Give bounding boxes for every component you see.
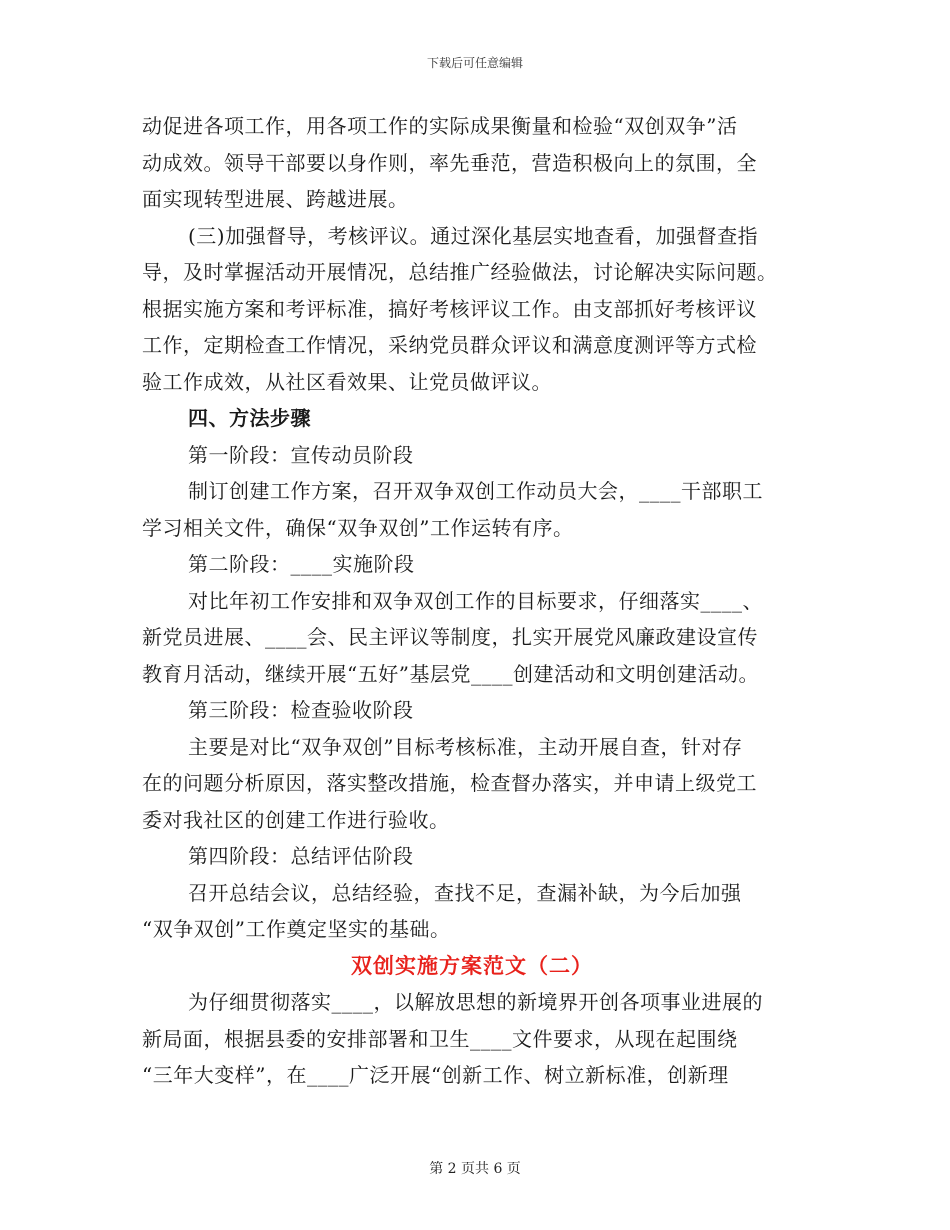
body-line: 为仔细贯彻落实____，以解放思想的新境界开创各项事业进展的 (188, 990, 763, 1014)
body-line: 新党员进展、____会、民主评议等制度，扎实开展党风廉政建设宣传 (142, 625, 758, 649)
body-line: 学习相关文件，确保“双争双创”工作运转有序。 (142, 515, 574, 540)
body-line: 工作，定期检查工作情况，采纳党员群众评议和满意度测评等方式检 (142, 333, 757, 357)
body-line: 新局面，根据县委的安排部署和卫生____文件要求，从现在起围绕 (142, 1026, 738, 1051)
body-line: 动成效。领导干部要以身作则，率先垂范，营造积极向上的氛围，全 (142, 150, 757, 175)
body-line: 委对我社区的创建工作进行验收。 (142, 807, 450, 832)
body-line: 动促进各项工作，用各项工作的实际成果衡量和检验“双创双争”活 (142, 114, 738, 138)
body-line: 根据实施方案和考评标准，搞好考核评议工作。由支部抓好考核评议 (142, 296, 757, 321)
stage-heading: 第四阶段：总结评估阶段 (188, 844, 414, 868)
body-line: 教育月活动，继续开展“五好”基层党____创建活动和文明创建活动。 (142, 661, 759, 686)
stage-heading: 第二阶段：____实施阶段 (188, 552, 415, 576)
body-line: 召开总结会议，总结经验，查找不足，查漏补缺，为今后加强 (188, 880, 742, 905)
document-body (142, 108, 802, 1094)
body-line: 验工作成效，从社区看效果、让党员做评议。 (142, 369, 552, 394)
body-line: (三)加强督导，考核评议。通过深化基层实地查看，加强督查指 (188, 223, 759, 248)
body-line: 在的问题分析原因，落实整改措施，检查督办落实，并申请上级党工 (142, 771, 757, 795)
body-line: 导，及时掌握活动开展情况，总结推广经验做法，讨论解决实际问题。 (142, 260, 778, 284)
body-line: 对比年初工作安排和双争双创工作的目标要求，仔细落实____、 (188, 588, 763, 613)
page-footer: 第 2 页共 6 页 (429, 1161, 521, 1177)
page-header: 下载后可任意编辑 (426, 56, 523, 70)
body-line: “双争双创”工作奠定坚实的基础。 (142, 917, 451, 941)
body-line: 面实现转型进展、跨越进展。 (142, 187, 409, 211)
stage-heading: 第一阶段：宣传动员阶段 (188, 442, 414, 467)
stage-heading: 第三阶段：检查验收阶段 (188, 698, 414, 722)
body-line: 制订创建工作方案，召开双争双创工作动员大会，____干部职工 (188, 479, 763, 503)
document-title: 双创实施方案范文（二） (351, 952, 593, 978)
section-heading: 四、方法步骤 (188, 406, 311, 430)
body-line: 主要是对比“双争双创”目标考核标准，主动开展自查，针对存 (188, 734, 743, 759)
body-line: “三年大变样”，在____广泛开展“创新工作、树立新标准，创新理 (142, 1063, 729, 1087)
